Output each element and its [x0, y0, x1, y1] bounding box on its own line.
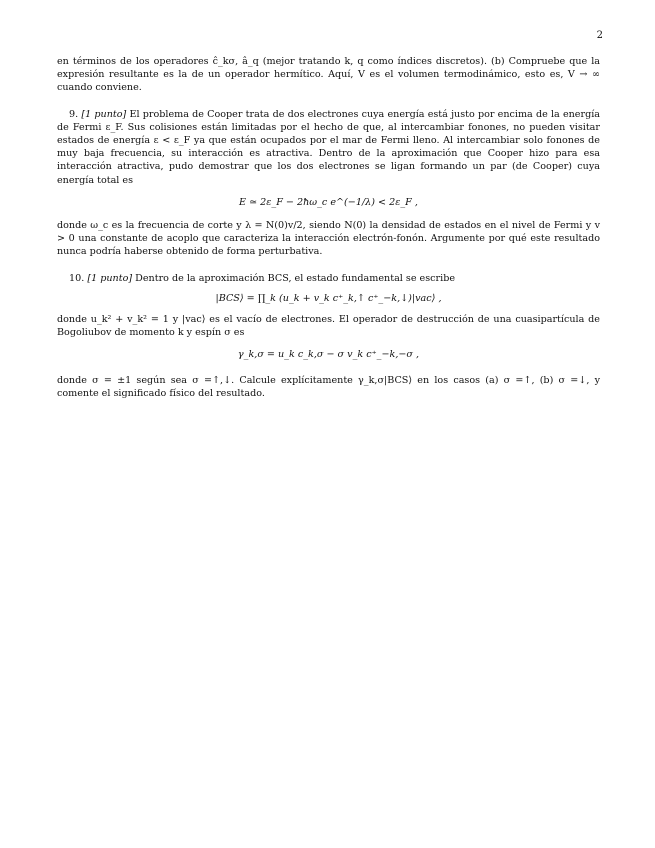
cooper-pair-energy-equation: E ≃ 2ε_F − 2ħω_c e^(−1/λ) < 2ε_F ,: [239, 196, 418, 208]
problem-9-after: donde ω_c es la frecuencia de corte y λ = N(0)v/2, siendo N(0) la densidad de estados en el nivel de Fermi y v > 0 una constante de acoplo que caracteriza la interacción electrón-fonón. Argumente por qué este resultado nunca podría haberse obtenido de forma perturbativa.: [57, 220, 600, 258]
problem-10-number: 10.: [69, 272, 85, 284]
problem-10-text: Dentro de la aproximación BCS, el estado fundamental se escribe: [135, 272, 456, 284]
continuation-paragraph: en términos de los operadores ĉ_kσ, â_q (mejor tratando k, q como índices discretos). (b) Compruebe que la expresión resultante es la de un operador hermítico. Aquí, V es el volumen termodinámico, esto es, V → ∞ cuando conviene.: [57, 56, 600, 94]
problem-10-middle: donde u_k² + v_k² = 1 y |vac⟩ es el vacío de electrones. El operador de destrucción de una cuasipartícula de Bogoliubov de momento k y espín σ es: [57, 314, 600, 339]
problem-9-points: [1 punto]: [81, 108, 127, 120]
problem-9-intro: [57, 108, 600, 187]
bcs-ground-state-equation: |BCS⟩ = ∏_k (u_k + v_k c⁺_k,↑ c⁺_−k,↓)|vac⟩ ,: [215, 292, 442, 304]
problem-10-after: donde σ = ±1 según sea σ =↑,↓. Calcule explícitamente γ_k,σ|BCS⟩ en los casos (a) σ =↑, (b) σ =↓, y comente el significado físico del resultado.: [57, 374, 600, 399]
page-content: [57, 55, 600, 400]
bogoliubov-operator-equation: γ_k,σ = u_k c_k,σ − σ v_k c⁺_−k,−σ ,: [237, 349, 420, 361]
problem-10-points: [1 punto]: [87, 272, 133, 284]
problem-9-number: 9.: [69, 108, 79, 120]
problem-10-intro: [57, 272, 600, 285]
page-number: 2: [596, 30, 603, 41]
problem-9-text: El problema de Cooper trata de dos electrones cuya energía está justo por encima de la energía de Fermi ε_F. Sus colisiones están limitadas por el hecho de que, al intercambiar fonones, no pueden visitar estados de energía ε < ε_F ya que están ocupados por el mar de Fermi lleno. Al intercambiar solo fonones de muy baja frecuencia, su interacción es atractiva. Dentro de la aproximación que Cooper hizo para esa interacción atractiva, pudo demostrar que los dos electrones se ligan formando un par (de Cooper) cuya energía total es: [57, 108, 600, 186]
